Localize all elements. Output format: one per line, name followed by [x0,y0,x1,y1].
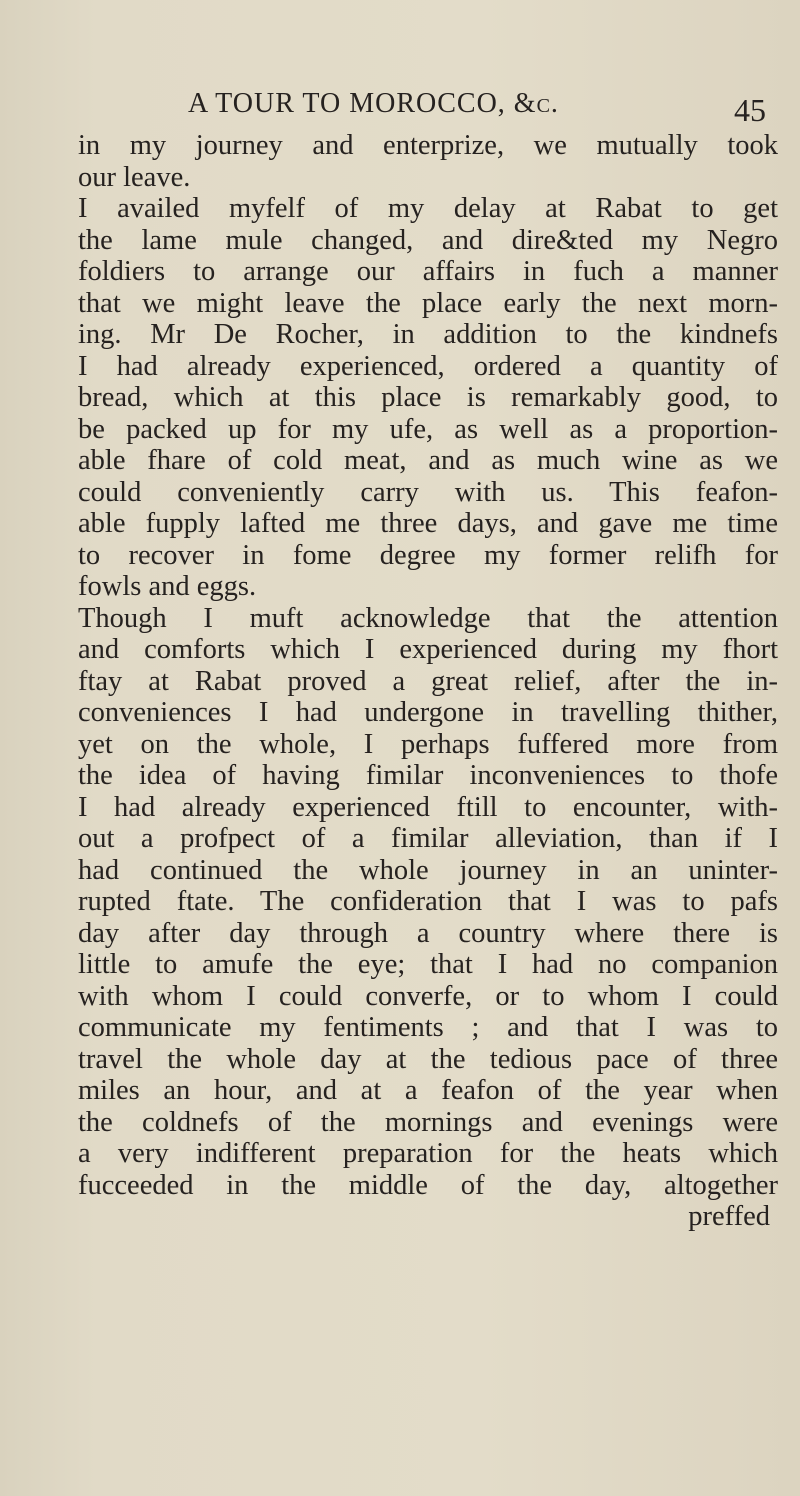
text-line: able fhare of cold meat, and as much wine as we [78,445,778,476]
text-line: I availed myfelf of my delay at Rabat to get [78,193,778,224]
text-line: yet on the whole, I perhaps fuffered more from [78,728,778,760]
text-line: to recover in fome degree my former relifh for [78,539,778,571]
text-line: with whom I could converfe, or to whom I could [78,980,778,1012]
text-line: out a profpect of a fimilar alleviation, than if I [78,823,778,854]
text-line: a very indifferent preparation for the heats which [78,1138,778,1169]
text-line: the coldnefs of the mornings and evenings were [78,1106,778,1138]
text-line: the lame mule changed, and dire&ted my Negro [78,224,778,256]
text-line: able fupply lafted me three days, and gave me time [78,508,778,539]
text-line: little to amufe the eye; that I had no companion [78,949,778,980]
text-line: I had already experienced ftill to encounter, with- [78,791,778,823]
text-line: be packed up for my ufe, as well as a proportion- [78,413,778,445]
page-number: 45 [734,92,766,128]
text-line: ing. Mr De Rocher, in addition to the kindnefs [78,319,778,350]
text-line: in my journey and enterprize, we mutually took [78,130,778,161]
text-line: communicate my fentiments ; and that I was to [78,1012,778,1043]
catchword: preffed [688,1201,770,1232]
text-line: foldiers to arrange our affairs in fuch a manner [78,256,778,287]
text-line: miles an hour, and at a feafon of the year when [78,1075,778,1106]
text-line: and comforts which I experienced during my fhort [78,634,778,665]
running-title: A TOUR TO MOROCCO, &c. [188,88,559,119]
text-line: I had already experienced, ordered a quantity of [78,350,778,382]
text-line: ftay at Rabat proved a great relief, after the in- [78,665,778,697]
text-line: rupted ftate. The confideration that I was to pafs [78,886,778,917]
text-line: fowls and eggs. [78,571,257,602]
text-line: could conveniently carry with us. This feafon- [78,476,778,508]
text-line: Though I muft acknowledge that the attention [78,602,778,634]
text-line: conveniences I had undergone in travelling thither, [78,697,778,728]
text-line: the idea of having fimilar inconveniences to thofe [78,760,778,791]
text-line: day after day through a country where there is [78,917,778,949]
text-line: fucceeded in the middle of the day, altogether [78,1169,778,1201]
text-line: had continued the whole journey in an uninter- [78,854,778,886]
text-line: that we might leave the place early the next morn- [78,287,778,319]
body-text [78,130,778,1233]
text-line: our leave. [78,161,191,193]
text-line: bread, which at this place is remarkably good, to [78,382,778,413]
text-line: travel the whole day at the tedious pace of three [78,1043,778,1075]
